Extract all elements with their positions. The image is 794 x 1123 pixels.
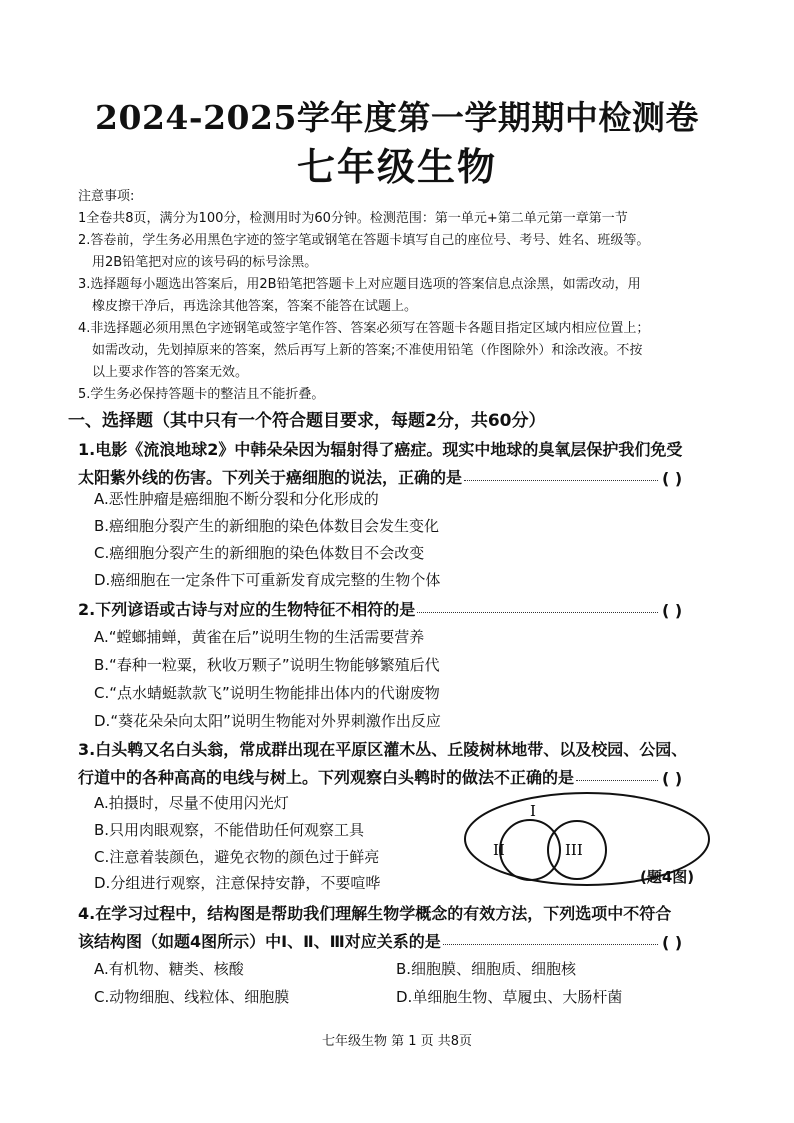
- question-stem: [78, 592, 718, 620]
- leader-dots: [417, 612, 658, 613]
- question-stem-line: 1.电影《流浪地球2》中韩朵朵因为辐射得了癌症。现实中地球的臭氧层保护我们免受: [78, 440, 683, 459]
- question-stem-line: 行道中的各种高高的电线与树上。下列观察白头鹎时的做法不正确的是: [78, 768, 575, 787]
- leader-dots: [464, 480, 658, 481]
- question-stem: [78, 924, 718, 952]
- answer-bracket: ( ): [662, 469, 683, 488]
- question-stem: [78, 432, 718, 460]
- option-c: C.癌细胞分裂产生的新细胞的染色体数目不会改变: [94, 544, 425, 562]
- option-d: D.单细胞生物、草履虫、大肠杆菌: [396, 988, 623, 1006]
- question-stem-line: 3.白头鹎又名白头翁，常成群出现在平原区灌木丛、丘陵树林地带、以及校园、公园、: [78, 740, 688, 759]
- label-left: II: [493, 841, 505, 859]
- question-stem: [78, 760, 718, 788]
- option-a: A.恶性肿瘤是癌细胞不断分裂和分化形成的: [94, 490, 379, 508]
- option-c: C.注意着装颜色，避免衣物的颜色过于鲜亮: [94, 848, 380, 866]
- exam-title: 2024-2025学年度第一学期期中检测卷: [95, 98, 699, 137]
- option-d: D.癌细胞在一定条件下可重新发育成完整的生物个体: [94, 571, 441, 589]
- option-c: C.“点水蜻蜓款款飞”说明生物能排出体内的代谢废物: [94, 684, 440, 702]
- leader-dots: [576, 780, 658, 781]
- page-footer: 七年级生物 第 1 页 共8页: [321, 1034, 473, 1049]
- option-a: A.“螳螂捕蝉，黄雀在后”说明生物的生活需要营养: [94, 628, 425, 646]
- option-a: A.有机物、糖类、核酸: [94, 960, 244, 978]
- instruction-line: 5.学生务必保持答题卡的整洁且不能折叠。: [78, 387, 325, 402]
- question-stem-line: 该结构图（如题4图所示）中Ⅰ、Ⅱ、Ⅲ对应关系的是: [78, 932, 441, 951]
- exam-subject: 七年级生物: [296, 144, 497, 189]
- option-b: B.细胞膜、细胞质、细胞核: [396, 960, 577, 978]
- question-1: [78, 432, 718, 488]
- question-stem: [78, 460, 718, 488]
- option-c: C.动物细胞、线粒体、细胞膜: [94, 988, 290, 1006]
- instruction-line: 橡皮擦干净后，再选涂其他答案，答案不能答在试题上。: [92, 299, 418, 314]
- option-b: B.“春种一粒粟，秋收万颗子”说明生物能够繁殖后代: [94, 656, 440, 674]
- answer-bracket: ( ): [662, 601, 683, 620]
- option-b: B.癌细胞分裂产生的新细胞的染色体数目会发生变化: [94, 517, 440, 535]
- option-a: A.拍摄时，尽量不使用闪光灯: [94, 794, 289, 812]
- instruction-line: 2.答卷前，学生务必用黑色字迹的签字笔或钢笔在答题卡填写自己的座位号、考号、姓名、班级等。: [78, 233, 650, 248]
- instruction-line: 4.非选择题必须用黑色字迹钢笔或签字笔作答、答案必须写在答题卡各题目指定区域内相应位置上；: [78, 321, 650, 336]
- instructions-heading: 注意事项:: [78, 189, 135, 204]
- answer-bracket: ( ): [662, 933, 683, 952]
- instruction-line: 用2B铅笔把对应的该号码的标号涂黑。: [92, 255, 318, 270]
- question-3: [78, 732, 718, 788]
- leader-dots: [443, 944, 658, 945]
- question-2: [78, 592, 718, 620]
- label-right: III: [565, 841, 583, 859]
- option-b: B.只用肉眼观察，不能借助任何观察工具: [94, 821, 365, 839]
- question-stem-line: 4.在学习过程中，结构图是帮助我们理解生物学概念的有效方法，下列选项中不符合: [78, 904, 672, 923]
- option-d: D.“葵花朵朵向太阳”说明生物能对外界刺激作出反应: [94, 712, 441, 730]
- option-d: D.分组进行观察，注意保持安静，不要喧哗: [94, 874, 381, 892]
- question-stem-line: 2.下列谚语或古诗与对应的生物特征不相符的是: [78, 600, 416, 619]
- question-stem-line: 太阳紫外线的伤害。下列关于癌细胞的说法，正确的是: [78, 468, 463, 487]
- question-stem: [78, 732, 718, 760]
- figure-caption: (题4图): [640, 868, 695, 886]
- instructions: [78, 186, 718, 406]
- label-outer: I: [530, 802, 536, 820]
- left-circle: [500, 820, 560, 880]
- answer-bracket: ( ): [662, 769, 683, 788]
- instruction-line: 1全卷共8页，满分为100分，检测用时为60分钟。检测范围：第一单元+第二单元第一章第一节: [78, 211, 628, 226]
- instruction-line: 如需改动，先划掉原来的答案，然后再写上新的答案;不准使用铅笔（作图除外）和涂改液。不按: [92, 343, 643, 358]
- instruction-line: 以上要求作答的答案无效。: [92, 365, 249, 380]
- question-stem: [78, 896, 718, 924]
- question-4: [78, 896, 718, 952]
- instruction-line: 3.选择题每小题选出答案后，用2B铅笔把答题卡上对应题目选项的答案信息点涂黑，如需改动，用: [78, 277, 641, 292]
- section-heading: 一、选择题（其中只有一个符合题目要求，每题2分，共60分）: [68, 411, 546, 431]
